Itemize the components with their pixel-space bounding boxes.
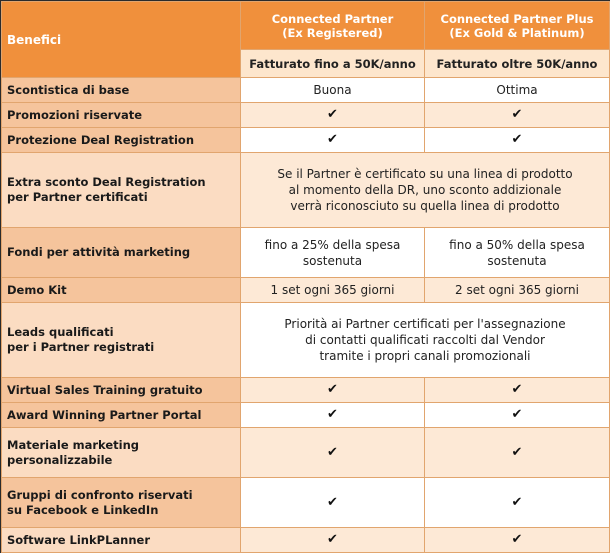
value-b (425, 228, 610, 278)
row-label (2, 428, 241, 478)
row-label: Scontistica di base (2, 78, 241, 103)
checkmark-icon: ✔ (241, 103, 425, 128)
merged-value (241, 153, 610, 228)
checkmark-icon: ✔ (425, 128, 610, 153)
checkmark-icon: ✔ (241, 128, 425, 153)
row-gruppi (2, 478, 610, 528)
row-scontistica (2, 78, 610, 103)
row-label-line: per Partner certificati (7, 190, 148, 204)
value-line: sostenuta (302, 253, 363, 268)
header-connected-partner (241, 2, 425, 50)
header-col-b-subtitle: (Ex Gold & Platinum) (449, 25, 585, 40)
checkmark-icon: ✔ (425, 103, 610, 128)
value-line: fino a 25% della spesa (264, 237, 401, 252)
checkmark-icon: ✔ (425, 378, 610, 403)
header-row (2, 2, 610, 50)
merged-value-line: tramite i propri canali promozionali (319, 349, 531, 363)
col-b-revenue: Fatturato oltre 50K/anno (425, 50, 610, 78)
checkmark-icon: ✔ (425, 528, 610, 553)
merged-value-line: verrà riconosciuto su quella linea di prodotto (290, 199, 560, 213)
row-label (2, 478, 241, 528)
row-label: Promozioni riservate (2, 103, 241, 128)
row-label-line: Extra sconto Deal Registration (7, 175, 206, 189)
checkmark-icon: ✔ (241, 403, 425, 428)
checkmark-icon: ✔ (241, 528, 425, 553)
row-portal (2, 403, 610, 428)
header-connected-partner-plus (425, 2, 610, 50)
row-protezione (2, 128, 610, 153)
row-label: Virtual Sales Training gratuito (2, 378, 241, 403)
row-demo-kit (2, 278, 610, 303)
row-label: Demo Kit (2, 278, 241, 303)
value-line: sostenuta (487, 253, 547, 268)
merged-value (241, 303, 610, 378)
row-label: Award Winning Partner Portal (2, 403, 241, 428)
row-extra-sconto (2, 153, 610, 228)
row-leads (2, 303, 610, 378)
checkmark-icon: ✔ (425, 428, 610, 478)
value-a (241, 228, 425, 278)
checkmark-icon: ✔ (241, 478, 425, 528)
header-col-a-title: Connected Partner (271, 11, 394, 26)
row-label-line: personalizzabile (7, 452, 113, 467)
checkmark-icon: ✔ (241, 378, 425, 403)
merged-value-line: al momento della DR, uno sconto addizionale (288, 183, 562, 197)
value-line: fino a 50% della spesa (449, 237, 585, 252)
row-promozioni (2, 103, 610, 128)
row-label-line: per i Partner registrati (7, 340, 155, 354)
row-fondi (2, 228, 610, 278)
row-label-line: su Facebook e LinkedIn (7, 502, 159, 517)
row-label: Software LinkPLanner (2, 528, 241, 553)
row-label-line: Gruppi di confronto riservati (7, 487, 193, 502)
row-software (2, 528, 610, 553)
row-label-line: Materiale marketing (7, 437, 140, 452)
row-label: Fondi per attività marketing (2, 228, 241, 278)
value-a: Buona (241, 78, 425, 103)
checkmark-icon: ✔ (241, 428, 425, 478)
header-benefici: Benefici (2, 2, 241, 78)
row-materiale (2, 428, 610, 478)
row-label (2, 303, 241, 378)
merged-value-line: Se il Partner è certificato su una linea di prodotto (277, 167, 573, 181)
row-label-line: Leads qualificati (7, 325, 114, 339)
checkmark-icon: ✔ (425, 403, 610, 428)
value-b: 2 set ogni 365 giorni (425, 278, 610, 303)
row-label (2, 153, 241, 228)
merged-value-line: Priorità ai Partner certificati per l'assegnazione (284, 317, 566, 331)
value-a: 1 set ogni 365 giorni (241, 278, 425, 303)
header-col-b-title: Connected Partner Plus (440, 11, 594, 26)
checkmark-icon: ✔ (425, 478, 610, 528)
header-col-a-subtitle: (Ex Registered) (282, 25, 383, 40)
col-a-revenue: Fatturato fino a 50K/anno (241, 50, 425, 78)
merged-value-line: di contatti qualificati raccolti dal Vendor (305, 333, 545, 347)
value-b: Ottima (425, 78, 610, 103)
comparison-table (1, 1, 610, 553)
row-training (2, 378, 610, 403)
row-label: Protezione Deal Registration (2, 128, 241, 153)
